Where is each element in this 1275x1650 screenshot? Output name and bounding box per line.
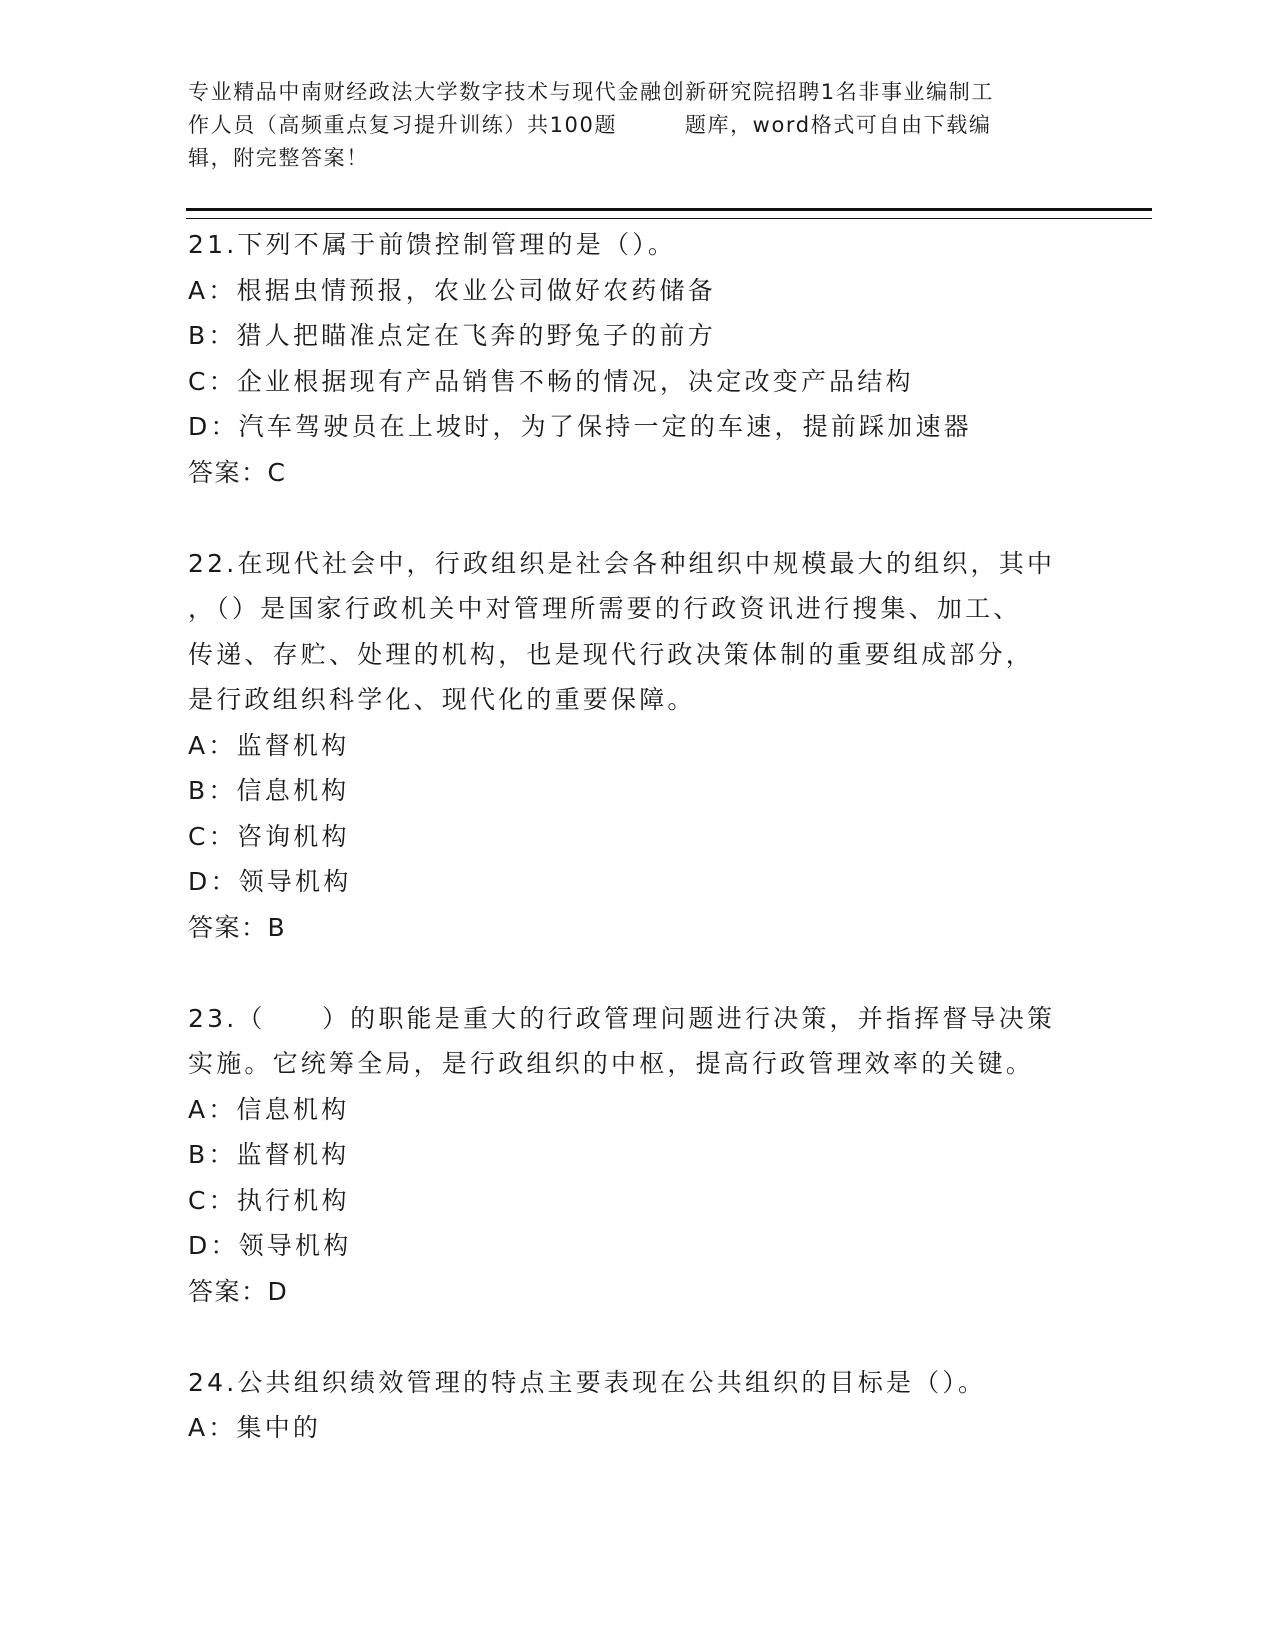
page-header — [188, 76, 1088, 175]
option-b: B：信息机构 — [188, 776, 350, 805]
option-c: C：执行机构 — [188, 1185, 350, 1215]
question-stem: 传递、存贮、处理的机构，也是现代行政决策体制的重要组成部分， — [188, 639, 1035, 669]
option-b: B：监督机构 — [188, 1140, 350, 1169]
option-d: D：领导机构 — [188, 1231, 352, 1260]
question-24 — [188, 1360, 1088, 1451]
spacer — [188, 1314, 1088, 1360]
question-stem: 23.（ ）的职能是重大的行政管理问题进行决策，并指挥督导决策 — [188, 1003, 1056, 1033]
spacer — [188, 950, 1088, 996]
answer-line: 答案：C — [188, 457, 287, 487]
option-a: A：集中的 — [188, 1413, 322, 1442]
option-c: C：咨询机构 — [188, 821, 350, 851]
option-a: A：监督机构 — [188, 730, 350, 760]
spacer — [188, 495, 1088, 541]
question-21 — [188, 222, 1088, 495]
answer-line: 答案：B — [188, 912, 287, 942]
question-stem: 24.公共组织绩效管理的特点主要表现在公共组织的目标是（）。 — [188, 1367, 987, 1397]
option-b: B：猎人把瞄准点定在飞奔的野兔子的前方 — [188, 321, 716, 350]
answer-line: 答案：D — [188, 1276, 289, 1306]
header-line: 辑，附完整答案！ — [188, 146, 369, 170]
question-list — [188, 222, 1088, 1451]
option-a: A：信息机构 — [188, 1094, 350, 1124]
question-22 — [188, 541, 1088, 951]
header-line: 专业精品中南财经政法大学数字技术与现代金融创新研究院招聘1名非事业编制工 — [188, 80, 994, 104]
question-stem: ，（）是国家行政机关中对管理所需要的行政资讯进行搜集、加工、 — [188, 594, 1022, 623]
question-stem: 实施。它统筹全局，是行政组织的中枢，提高行政管理效率的关键。 — [188, 1049, 1035, 1078]
option-c: C：企业根据现有产品销售不畅的情况，决定改变产品结构 — [188, 366, 914, 396]
question-stem: 21.下列不属于前馈控制管理的是（）。 — [188, 230, 677, 259]
option-d: D：汽车驾驶员在上坡时，为了保持一定的车速，提前踩加速器 — [188, 412, 972, 441]
question-stem: 22.在现代社会中，行政组织是社会各种组织中规模最大的组织，其中 — [188, 548, 1056, 578]
option-d: D：领导机构 — [188, 867, 352, 896]
header-rule — [186, 208, 1152, 219]
question-23 — [188, 996, 1088, 1315]
header-line: 作人员（高频重点复习提升训练）共100题 题库，word格式可自由下载编 — [188, 113, 992, 137]
option-a: A：根据虫情预报，农业公司做好农药储备 — [188, 275, 716, 305]
question-stem: 是行政组织科学化、现代化的重要保障。 — [188, 685, 696, 714]
